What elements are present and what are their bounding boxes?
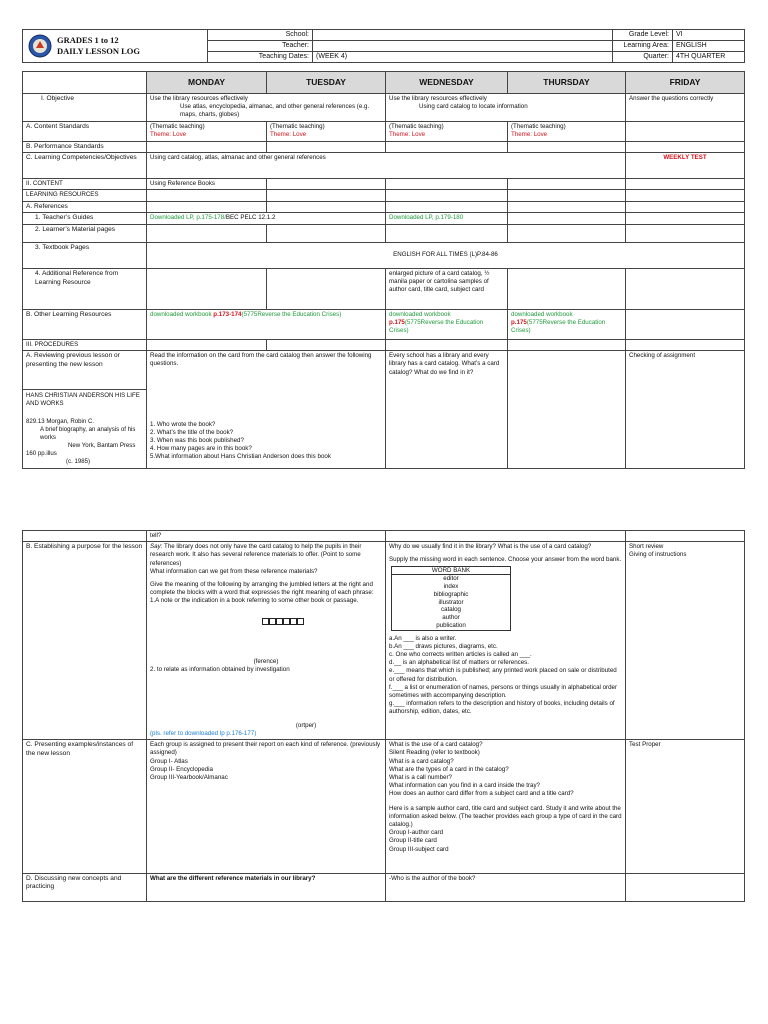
review-label-cell [23, 351, 147, 469]
card-line5: (c. 1985) [66, 458, 91, 466]
thematic-text: (Thematic teaching) [511, 122, 566, 130]
blank-f: f.___ a list or enumeration of names, persons or things usually in alphabetical order sometimes with accompanying description. [389, 683, 618, 699]
school-value[interactable] [313, 30, 613, 41]
presenting-wed [386, 740, 626, 873]
learning-resources-label: LEARNING RESOURCES [23, 190, 147, 201]
purpose-label: B. Establishing a purpose for the lesson [23, 542, 147, 740]
word-bank-1: index [443, 583, 459, 591]
theme-text: Theme: Love [270, 130, 307, 138]
purpose-wed-question: Why do we usually find it in the library? What is the use of a card catalog? [389, 543, 592, 551]
teachers-guides-mon [147, 213, 386, 225]
card-title: HANS CHRISTIAN ANDERSON HIS LIFE AND WORKS [26, 392, 140, 408]
corner-cell [23, 72, 147, 94]
workbook-pages: p.173-174 [213, 311, 242, 319]
presenting-mon-1: Each group is assigned to present their report on each kind of reference. (previously assigned) [150, 741, 381, 757]
blank-g: g.___ information refers to the description and history of books, including details of authorship, edition, dates, etc. [389, 700, 615, 716]
presenting-w7: How does an author card differ from a subject card and a title card? [389, 790, 574, 798]
purpose-item1: 1.A note or the indication in a book referring to some other book or passage. [150, 597, 359, 605]
competencies-label: C. Learning Competencies/Objectives [23, 153, 147, 179]
purpose-wed [386, 542, 626, 740]
workbook-source: (5775Reverse the Education Crises) [511, 319, 606, 335]
discussing-label: D. Discussing new concepts and practicing [23, 873, 147, 901]
presenting-w1: What is the use of a card catalog? [389, 741, 483, 749]
review-q4: 4. How many pages are in this book? [150, 445, 252, 453]
day-monday: MONDAY [147, 72, 267, 94]
review-wed: Every school has a library and every library has a card catalog. What’s a card catalog? What do we find in it? [386, 351, 508, 469]
discussing-mon: What are the different reference materials in our library? [147, 873, 386, 901]
purpose-fri-2: Giving of instructions [629, 551, 687, 559]
objective-wed-thu [386, 94, 626, 122]
presenting-w8: Here is a sample author card, title card and subject card. Study it and write about the information asked below. (The teacher provides each group a type of card in the card catalog.) [389, 804, 622, 828]
blank-e: e.___ means that which is published; any printed work placed on sale or distributed or offered for distribution. [389, 667, 617, 683]
workbook-text: downloaded workbook [150, 311, 214, 319]
weekly-test-label: WEEKLY TEST [626, 153, 745, 179]
presenting-w10: Group II-title card [389, 837, 437, 845]
review-q2: 2. What’s the title of the book? [150, 428, 234, 436]
area-value: ENGLISH [673, 41, 745, 52]
refer-note: (pls. refer to downloaded lp p.176-177) [150, 730, 257, 738]
presenting-label: C. Presenting examples/instances of the new lesson [23, 740, 147, 873]
objective-wed-line1: Use the library resources effectively [389, 95, 487, 102]
dates-label: Teaching Dates: [208, 52, 313, 63]
content-std-wed [386, 121, 508, 141]
objective-mon-line2: Use atlas, encyclopedia, almanac, and other general references (e.g. maps, charts, globes) [180, 103, 370, 119]
day-friday: FRIDAY [626, 72, 745, 94]
teacher-value[interactable] [313, 41, 613, 52]
purpose-mon [147, 542, 386, 740]
crossword-grid [248, 618, 304, 625]
carry-over-text: tell? [147, 531, 386, 542]
presenting-w3: What is a card catalog? [389, 757, 454, 765]
presenting-w9: Group I-author card [389, 829, 444, 837]
purpose-fri [626, 542, 745, 740]
card-line1: 829.13 Morgan, Robin C. [26, 418, 95, 426]
lesson-log-continuation [22, 530, 744, 902]
word-bank-5: author [442, 614, 460, 622]
presenting-mon-2: Group I- Atlas [150, 757, 188, 765]
word-bank-title: WORD BANK [392, 567, 510, 576]
workbook-source: (5775Reverse the Education Crises) [241, 311, 342, 319]
card-line3: New York, Bantam Press [68, 442, 136, 450]
thematic-text: (Thematic teaching) [389, 122, 444, 130]
theme-text: Theme: Love [150, 130, 187, 138]
presenting-w5: What is a call number? [389, 774, 452, 781]
catalog-card [23, 389, 146, 468]
textbook-value: ENGLISH FOR ALL TIMES (L)P.84-86 [147, 243, 745, 269]
say-text: The library does not only have the card catalog to help the pupils in their research work. It also has several reference materials to offer. (Point to some references) [150, 543, 362, 567]
objective-fri: Answer the questions correctly [626, 94, 745, 122]
presenting-mon [147, 740, 386, 873]
say-label: Say: [150, 543, 163, 551]
other-resources-wed [386, 310, 508, 340]
additional-reference-wed: enlarged picture of a card catalog, ½ manila paper or cartolina samples of author card, title card, subject card [386, 269, 508, 310]
quarter-value: 4TH QUARTER [673, 52, 745, 63]
content-std-tue [267, 121, 386, 141]
blank-b: b.An ___ draws pictures, diagrams, etc. [389, 642, 498, 650]
purpose-fri-1: Short review [629, 543, 664, 551]
review-q3: 3. When was this book published? [150, 436, 244, 444]
word-bank-3: illustrator [438, 598, 464, 606]
presenting-fri: Test Proper [626, 740, 745, 873]
other-resources-label: B. Other Learning Resources [23, 310, 147, 340]
day-tuesday: TUESDAY [267, 72, 386, 94]
day-wednesday: WEDNESDAY [386, 72, 508, 94]
grade-value: VI [673, 30, 745, 41]
lesson-log-header [22, 29, 744, 63]
thematic-text: (Thematic teaching) [150, 122, 205, 130]
content-value: Using Reference Books [147, 179, 267, 190]
learners-material-label: 2. Learner’s Material pages [23, 225, 147, 243]
review-mon [147, 351, 386, 469]
thematic-text: (Thematic teaching) [270, 122, 325, 130]
crossword-area [150, 606, 382, 658]
theme-text: Theme: Love [389, 130, 426, 138]
review-fri: Checking of assignment [626, 351, 745, 469]
clue2: (ortper) [295, 721, 317, 729]
blank-d: d.__ is an alphabetical list of matters or references. [389, 659, 529, 667]
content-standards-label: A. Content Standards [23, 121, 147, 141]
day-thursday: THURSDAY [508, 72, 626, 94]
card-line4: 160 pp.illus [26, 450, 57, 458]
lesson-log-table [22, 71, 744, 469]
tg-mon-black: BEC PELC 12.1.2 [225, 214, 276, 222]
presenting-w6: What information can you find in a card inside the tray? [389, 782, 541, 790]
form-title-line2: DAILY LESSON LOG [57, 46, 140, 56]
content-label: II. CONTENT [23, 179, 147, 190]
workbook-pages: p.175 [389, 319, 405, 327]
objective-mon-line1: Use the library resources effectively [150, 95, 248, 102]
card-line2: A brief biography, an analysis of his works [40, 426, 136, 442]
word-bank-4: catalog [441, 606, 461, 614]
other-resources-mon [147, 310, 386, 340]
deped-seal-icon [27, 34, 53, 58]
teachers-guides-wed: Downloaded LP, p.179-180 [386, 213, 508, 225]
purpose-wed-supply: Supply the missing word in each sentence. Choose your answer from the word bank. [389, 556, 622, 564]
word-bank-0: editor [443, 575, 459, 583]
presenting-w2: Silent Reading (refer to textbook) [389, 749, 480, 757]
workbook-text: downloaded workbook [511, 311, 573, 319]
review-intro: Read the information on the card from the card catalog then answer the following questions. [150, 352, 372, 368]
quarter-label: Quarter: [613, 52, 673, 63]
blank-a: a.An ___ is also a writer. [389, 634, 457, 642]
area-label: Learning Area: [613, 41, 673, 52]
presenting-mon-4: Group III-Yearbook/Almanac [150, 774, 228, 781]
references-label: A. References [23, 201, 147, 213]
school-label: School: [208, 30, 313, 41]
theme-text: Theme: Love [511, 130, 548, 138]
purpose-instructions: Give the meaning of the following by arranging the jumbled letters at the right and complete the blocks with a word that expresses the right meaning of each phrase: [150, 580, 374, 597]
presenting-mon-3: Group II- Encyclopedia [150, 765, 213, 773]
competencies-value: Using card catalog, atlas, almanac and other general references [147, 153, 626, 179]
grade-label: Grade Level: [613, 30, 673, 41]
performance-standards-label: B. Performance Standards [23, 141, 147, 153]
word-bank-2: bibliographic [433, 590, 469, 598]
additional-reference-label: 4. Additional Reference from Learning Resource [23, 269, 147, 310]
objective-mon-tue [147, 94, 386, 122]
workbook-text: downloaded workbook [389, 311, 451, 319]
presenting-w4: What are the types of a card in the catalog? [389, 765, 509, 773]
dates-value: (WEEK 4) [313, 52, 613, 63]
teacher-label: Teacher: [208, 41, 313, 52]
clue1: (ference) [253, 657, 279, 665]
review-q5: 5.What information about Hans Christian Anderson does this book [150, 453, 331, 461]
objective-label: I. Objective [23, 94, 147, 122]
logo-cell [23, 30, 208, 63]
teachers-guides-label: 1. Teacher’s Guides [23, 213, 147, 225]
content-std-fri [626, 121, 745, 141]
form-title-line1: GRADES 1 to 12 [57, 35, 119, 46]
content-std-mon [147, 121, 267, 141]
workbook-source: (5775Reverse the Education Crises) [389, 319, 484, 335]
blank-c: c. One who corrects written articles is called an ___. [389, 650, 532, 658]
objective-wed-line2: Using card catalog to locate information [419, 103, 528, 111]
word-bank-6: publication [436, 621, 466, 629]
tg-mon-green: Downloaded LP, p.175-178/ [150, 214, 226, 222]
content-std-thu [508, 121, 626, 141]
workbook-pages: p.175 [511, 319, 527, 327]
procedures-label: III. PROCEDURES [23, 340, 147, 351]
purpose-item2: 2. to relate as information obtained by investigation [150, 665, 290, 673]
purpose-question: What information can we get from these reference materials? [150, 567, 318, 575]
discussing-wed: -Who is the author of the book? [386, 873, 626, 901]
presenting-w11: Group III-subject card [389, 845, 449, 853]
word-bank [391, 566, 511, 631]
review-label: A. Reviewing previous lesson or presenting the new lesson [26, 352, 120, 368]
review-q1: 1. Who wrote the book? [150, 420, 216, 428]
other-resources-thu [508, 310, 626, 340]
textbook-label: 3. Textbook Pages [23, 243, 147, 269]
